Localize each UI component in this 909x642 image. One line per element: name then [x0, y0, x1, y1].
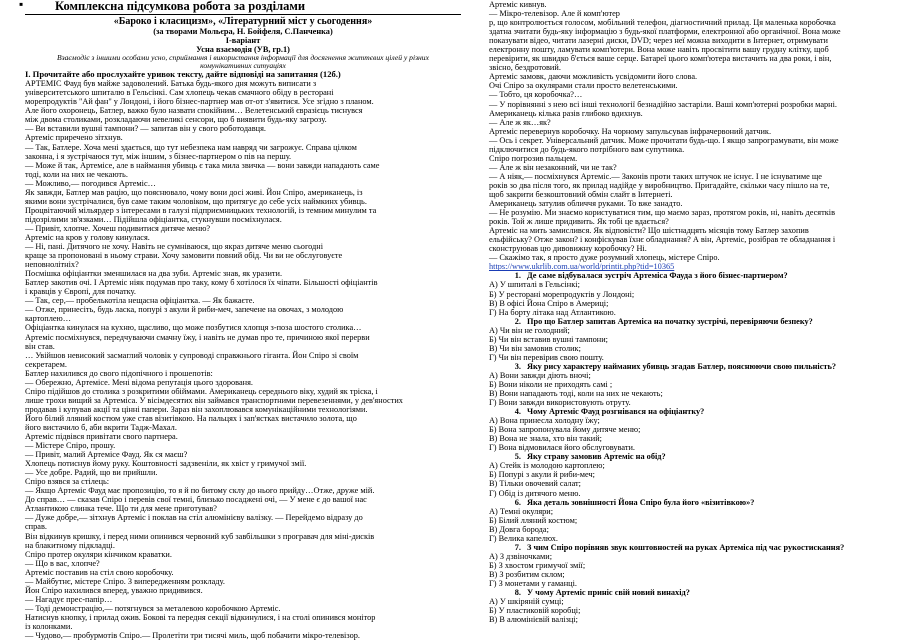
text-line: між двома столиками, розкладаючи невеликі сенсори, що б виявити будь-яку загрозу.: [25, 115, 327, 125]
question-number: 4.: [514, 407, 521, 417]
answer-option: Б) Білий лляний костюм;: [489, 515, 578, 525]
heading-marker: ▪: [19, 0, 24, 11]
text-line: — А ніяк,— посміхнувся Артеміс.— Законів проти таких штучок не існує. І не існуватиме ще: [489, 171, 822, 181]
text-line: Артеміс замовк, даючи можливість усвідомити його слова.: [489, 72, 698, 82]
left-column: [19, 0, 461, 642]
page-based-on: (за творами Мольєра, Н. Бойфеля, С.Панченка): [153, 27, 333, 36]
text-line: — Мікро-телевізор. Але й комп'ютер: [489, 9, 620, 19]
text-line: Процвітаючий мільярдер з інтересами в галузі підприємницьких технологій, із темним минулим та: [25, 205, 377, 215]
variant-label: I-варіант: [225, 36, 261, 46]
text-line: Але його охоронець, Батлер, важко було назвати спокійним… Велетенський євразієць тиснувся: [25, 106, 363, 116]
story-text-right: [489, 0, 909, 262]
answer-option: Б) З хвостом гримучої змії;: [489, 560, 586, 570]
text-line: — Але ж він незаконний, чи не так?: [489, 162, 617, 172]
answer-option: В) З розбитим склом;: [489, 569, 565, 579]
text-line: років. Той ж лише придивить. Як тобі це вдається?: [489, 217, 669, 227]
text-line: років зо два після того, як прилад надійде у виробництво. Пригадайте, скільки часу пішло на те,: [489, 180, 830, 190]
question: [489, 498, 909, 507]
text-line: він став.: [25, 341, 55, 351]
text-line: Батлер закотив очі. І Артеміс ніяк подумав про таку, кому б хотілося їх чіпати. Більшості офіціантів: [25, 278, 378, 288]
answer-option: В) Чи він замовив столик;: [489, 343, 581, 353]
question: [489, 362, 909, 371]
answer-option: А) Чи він не голодний;: [489, 325, 570, 335]
text-line: Очі Спіро за окулярами стали просто велетенськими.: [489, 81, 678, 91]
text-line: — Привіт, хлопче. Хочеш подивитися дитяче меню?: [25, 223, 211, 233]
answer-option: Б) Попурі з акули й риби-меч;: [489, 470, 595, 480]
question-text: Про що Батлер запитав Артеміса на початку зустрічі, перевіряючи безпеку?: [527, 316, 813, 326]
text-line: Його білий лляний костюм уже став візитівкою. На пальцях і зап'ястках вистачило золота, що: [25, 413, 357, 423]
text-line: неповнолітніх?: [25, 260, 79, 270]
page-subtitle: «Бароко і класицизм», «Літературний міст у сьогодення»: [113, 16, 373, 27]
document-header: [19, 0, 461, 71]
answer-option: Г) Вони завжди використовують отруту.: [489, 398, 631, 408]
text-line: Йон Спіро нахилився вперед, уважно придивився.: [25, 585, 203, 595]
text-line: — Так, Батлере. Хоча мені здається, що тут небезпека нам навряд чи загрожує. Справа цілком: [25, 142, 357, 152]
text-line: Спіро підійшов до столика з розкритими обіймами. Американець середнього віку, худий як тріска, і: [25, 386, 378, 396]
text-line: Натиснув кнопку, і прилад ожив. Бокові та передня секції відкинулися, і на столі опинився монітор: [25, 612, 376, 622]
text-line: Американець кілька разів глибоко вдихнув.: [489, 108, 643, 118]
text-line: електронну пошту, ламувати комп'ютери. Вона може навіть просвітити вашу грудну клітку, щоб: [489, 45, 829, 55]
question-text: З чим Спіро порівняв звук коштовностей на руках Артеміса під час рукостискання?: [527, 542, 845, 552]
questions-list: [489, 271, 909, 624]
question-number: 1.: [514, 271, 521, 281]
text-line: підключитися до будь-якого потрібного вам супутника.: [489, 144, 685, 154]
question: [489, 271, 909, 280]
text-line: — Так, сер,— пробелькотіла нещасна офіціантка. — Як бажаєте.: [25, 296, 255, 306]
text-line: — Нагадує прес-папір…: [25, 594, 113, 604]
question-number: 3.: [514, 361, 521, 371]
answer-option: В) Вона не знала, хто він такий;: [489, 434, 602, 444]
answer-option: А) Вона принесла холодну їжу;: [489, 416, 600, 426]
text-line: здатна зчитати будь-яку інформацію з будь-якої платформи, електронної або органічної. Вона може: [489, 27, 841, 37]
text-line: і кравців у Європі, для початку.: [25, 287, 136, 297]
text-line: ельфійську? Отже закон? і конфіскував їхнє обладнання? А він, Артеміс, розібрав те обладнання і: [489, 235, 836, 245]
text-line: … Увійшов невисокий засмаглий чоловік у супроводі справжнього гіганта. Йон Спіро зі своїм: [25, 350, 359, 360]
text-line: — У порівнянні з нею всі інші технології безнадійно застаріли. Ваші комп'ютерні розробки марні.: [489, 99, 837, 109]
text-line: — Ось і секрет. Універсальний датчик. Може прочитати будь-що. І якщо запрограмувати, він може: [489, 135, 839, 145]
text-line: лише трохи вищий за Артеміса. У вісімдесятих він займався транспортними перевезеннями, у дев'яностих: [25, 395, 403, 405]
task-heading: І. Прочитайте або прослухайте уривок тексту, дайте відповіді на запитання (12б.): [25, 69, 341, 80]
question-number: 2.: [514, 316, 521, 326]
text-line: — Ви вставили вушні тампони? — запитав він у свого роботодавця.: [25, 124, 266, 134]
text-line: сконструював цю дивовижну коробочку? Ні.: [489, 244, 647, 254]
question-text: Яку рису характеру найманих убивць згадав Батлер, пояснюючи свою пильність?: [527, 361, 837, 371]
answer-option: Б) Вони ніколи не приходять самі ;: [489, 379, 613, 389]
text-line: на блакитному підкладці.: [25, 540, 115, 550]
answer-option: А) Стейк із молодою картоплею;: [489, 461, 605, 471]
text-line: справ.: [25, 522, 47, 532]
text-line: Артеміс на кров у голову кинулася.: [25, 232, 150, 242]
text-line: Як завжди, Батлер мав рацію, що пояснювало, чому вони досі живі. Йон Спіро, американець, із: [25, 187, 363, 197]
text-line: — Якщо Артеміс Фауд має пропозицію, то я й по битому склу до нього прийду…Отже, друже мій.: [25, 486, 375, 496]
question-text: Яку страву замовив Артеміс на обід?: [527, 452, 666, 462]
text-line: продавав і купував акції та цінні папери. Зараз він захоплювався комунікаційними технологіями.: [25, 404, 368, 414]
text-line: Він відкинув кришку, і перед ними опинився червоний куб завбільшки з програвач для міні-дисків: [25, 531, 375, 541]
answer-option: Г) З монетами у гаманці.: [489, 579, 578, 588]
source-link[interactable]: https://www.ukrlib.com.ua/world/printit.php?tid=10365: [489, 262, 675, 272]
answer-option: А) Вони завжди діють вночі;: [489, 370, 591, 380]
text-line: університетського шпиталю в Гельсінкі. Сам хлопець чекав смачного обіду в ресторані: [25, 88, 334, 98]
text-line: Артеміс поставив на стіл свою коробочку.: [25, 567, 174, 577]
text-line: Артеміс на мить замислився. Як відповісти? Що шістнадцять місяців тому Батлер захопив: [489, 226, 809, 236]
text-line: законна, і я зустрічаюся тут, між іншим, з бізнес-партнером о пів на першу.: [25, 151, 292, 161]
text-line: із колонками.: [25, 622, 73, 631]
text-line: — Привіт, малий Артемісе Фауд. Як ся маєш?: [25, 450, 188, 460]
text-line: його вистачило б, аби вкрити Тадж-Махал.: [25, 422, 177, 432]
skill-label: Усна взаємодія (УВ, гр.1): [196, 45, 290, 55]
text-line: секретарем.: [25, 359, 67, 369]
text-line: підозрілими зв'язками… Підійшла офіціантка, стукнувши посміхнулася.: [25, 214, 282, 224]
text-line: — Містере Спіро, прошу.: [25, 441, 116, 451]
text-line: — Але ж як…як?: [489, 117, 551, 127]
text-line: — Отже, принесіть, будь ласка, попурі з акули й риби-меч, запечене на овочах, з молодою: [25, 305, 344, 315]
text-line: Артеміс кивнув.: [489, 0, 547, 9]
question: [489, 452, 909, 461]
question: [489, 588, 909, 597]
text-line: — Не розумію. Ми знаємо користуватися тим, що маємо зараз, протягом років, ні, навіть десятків: [489, 208, 835, 218]
text-line: Батлер нахилився до свого підопічного і прошепотів:: [25, 368, 213, 378]
text-line: — Майбутнє, містере Спіро. З випередженням розкладу.: [25, 576, 225, 586]
text-line: Американець затулив обличчя руками. То вже занадто.: [489, 199, 683, 209]
title-rule: [25, 14, 461, 15]
text-line: — Можливо,— погодився Артеміс…: [25, 178, 156, 188]
answer-option: А) У шпиталі в Гельсінкі;: [489, 280, 580, 290]
text-line: Артеміс посміхнувся, передчуваючи смачну їжу, і навіть не думав про те, причиною якої перерви: [25, 332, 370, 342]
answer-option: В) В офісі Йона Спіро в Америці;: [489, 298, 609, 308]
text-line: показувати відео, читати лазерні диски, DVD; через неї можна виходити в Інтернет, отримувати: [489, 36, 828, 46]
text-line: Артеміс перевернув коробочку. На чорному запульсував інфрачервоний датчик.: [489, 126, 772, 136]
text-line: Офіціантка кинулася на кухню, щасливо, що може позбутися хлопця з-поза шостого столика…: [25, 323, 362, 333]
question-number: 8.: [514, 588, 521, 598]
question-text: Чому Артеміс Фауд розгнівався на офіціантку?: [527, 407, 705, 417]
question: [489, 407, 909, 416]
answer-option: А) З дзвіночками;: [489, 551, 553, 561]
answer-option: Б) У ресторані морепродуктів у Лондоні;: [489, 289, 635, 299]
text-line: — Може й так, Артемісе, але в наймання убивць є така мила звичка — вони завжди нападають саме: [25, 160, 380, 170]
text-line: Атлантикою слинка тече. Що ти для мене приготував?: [25, 504, 217, 514]
answer-option: Г) Обід із дитячого меню.: [489, 488, 581, 498]
text-line: Артеміс підвівся привітати свого партнера.: [25, 432, 178, 442]
text-line: До справ… — сказав Спіро і перевів свої темні, близько посаджені очі, — У мене є до вашої нас: [25, 495, 367, 505]
text-line: звісно, бездротовий.: [489, 63, 561, 73]
answer-option: Б) У пластиковій коробці;: [489, 606, 581, 616]
text-line: — Тоді демонстрацію,— потягнувся за металевою коробочкою Артеміс.: [25, 603, 281, 613]
answer-option: В) Вони нападають тоді, коли на них не чекають;: [489, 389, 663, 399]
text-line: краще за пропоновані в ньому страви. Хочу замовити повний обід. Чи ви не обслуговуєте: [25, 251, 343, 261]
text-line: Хлопець потиснув йому руку. Коштовності задзвеніли, як хвіст у гримучої змії.: [25, 459, 307, 469]
question: [489, 543, 909, 552]
text-line: — Обережно, Артемісе. Мені відома репутація цього здорованя.: [25, 377, 253, 387]
text-line: морепродуктів "Ай фан" у Лондоні, і його бізнес-партнер мав от-от з'явитися. Усе згідно з планом.: [25, 97, 374, 107]
answer-option: Г) Чи він перевірив свою пошту.: [489, 352, 604, 362]
question: [489, 317, 909, 326]
answer-option: Г) Вона відмовилася його обслуговувати.: [489, 443, 636, 453]
answer-option: А) У шкіряній сумці;: [489, 597, 564, 607]
text-line: Спіро взявся за стілець:: [25, 477, 110, 487]
answer-option: Г) Велика капелюх.: [489, 533, 558, 543]
answer-option: Г) На борту літака над Атлантикою.: [489, 307, 616, 317]
right-column: [489, 0, 909, 642]
text-line: тоді, коли на них не чекають.: [25, 169, 128, 179]
question-text: Де саме відбувалася зустріч Артеміса Фауда з його бізнес-партнером?: [527, 271, 788, 281]
text-line: Спіро погрозив пальцем.: [489, 153, 578, 163]
text-line: — Ні, пані. Дитячого не хочу. Навіть не сумніваюся, що якраз дитяче меню сьогодні: [25, 242, 324, 252]
question-number: 6.: [514, 497, 521, 507]
text-line: щоб закрити безкоштовний обмін слайт в Інтернеті.: [489, 189, 673, 199]
text-line: якими вони зустрічалися, був саме таким чоловіком, що притягує до себе усіх наймкинх убивць.: [25, 196, 367, 206]
question-text: Яка деталь зовнішності Йона Спіро була його «візитівкою»?: [527, 497, 755, 507]
skill-description: Взаємодіє з іншими особами усно, сприймання і використання інформації для досягнення життєвих цілей у різних комунікативних ситуаціях: [57, 53, 429, 71]
text-line: — Скажімо так, я просто дуже розумний хлопець, містере Спіро.: [489, 253, 720, 263]
text-line: Посмішка офіціантки зменшилася на два зуби. Артеміс знав, як уразити.: [25, 269, 283, 279]
text-line: перевірити, як швидко б'ється ваше серце. Батареї цього комп'ютера вистачить на два роки, і він,: [489, 54, 832, 64]
text-line: — Тобто, ця коробочка?…: [489, 90, 583, 100]
text-line: — Чудово,— пробурмотів Спіро.— Пролетіти три тисячі миль, щоб побачити мікро-телевізор.: [25, 631, 360, 641]
question-text: У чому Артеміс приніс свій новий винахід?: [527, 588, 690, 598]
text-line: р, що контролюється голосом, мобільний телефон, діагностичний прилад. Ця маленька коробочка: [489, 18, 836, 28]
text-line: АРТЕМІС Фауд був майже задоволений. Батька будь-якого дня можуть виписати з: [25, 79, 317, 89]
story-text-left: [25, 79, 461, 640]
question-number: 7.: [514, 542, 521, 552]
text-line: — Дуже добре,— зітхнув Артеміс і поклав на стіл алюмінієву валізку. — Перейдемо відразу до: [25, 513, 363, 523]
answer-option: В) Довга борода;: [489, 524, 549, 534]
page-title: Комплексна підсумкова робота за розділами: [55, 0, 306, 13]
answer-option: В) В алюмінієвій валізці;: [489, 615, 578, 625]
text-line: картоплею…: [25, 314, 72, 324]
answer-option: А) Темні окуляри;: [489, 506, 554, 516]
text-line: Спіро протер окуляри кінчиком краватки.: [25, 549, 172, 559]
answer-option: Б) Вона запропонувала йому дитяче меню;: [489, 425, 641, 435]
text-line: — Що в вас, хлопче?: [25, 558, 100, 568]
answer-option: В) Тільки овочевий салат;: [489, 479, 581, 489]
text-line: — Усе добре. Радий, що ви прийшли.: [25, 468, 158, 478]
answer-option: Б) Чи він вставив вушні тампони;: [489, 334, 608, 344]
question-number: 5.: [514, 452, 521, 462]
text-line: Артеміс приречено зітхнув.: [25, 133, 123, 143]
